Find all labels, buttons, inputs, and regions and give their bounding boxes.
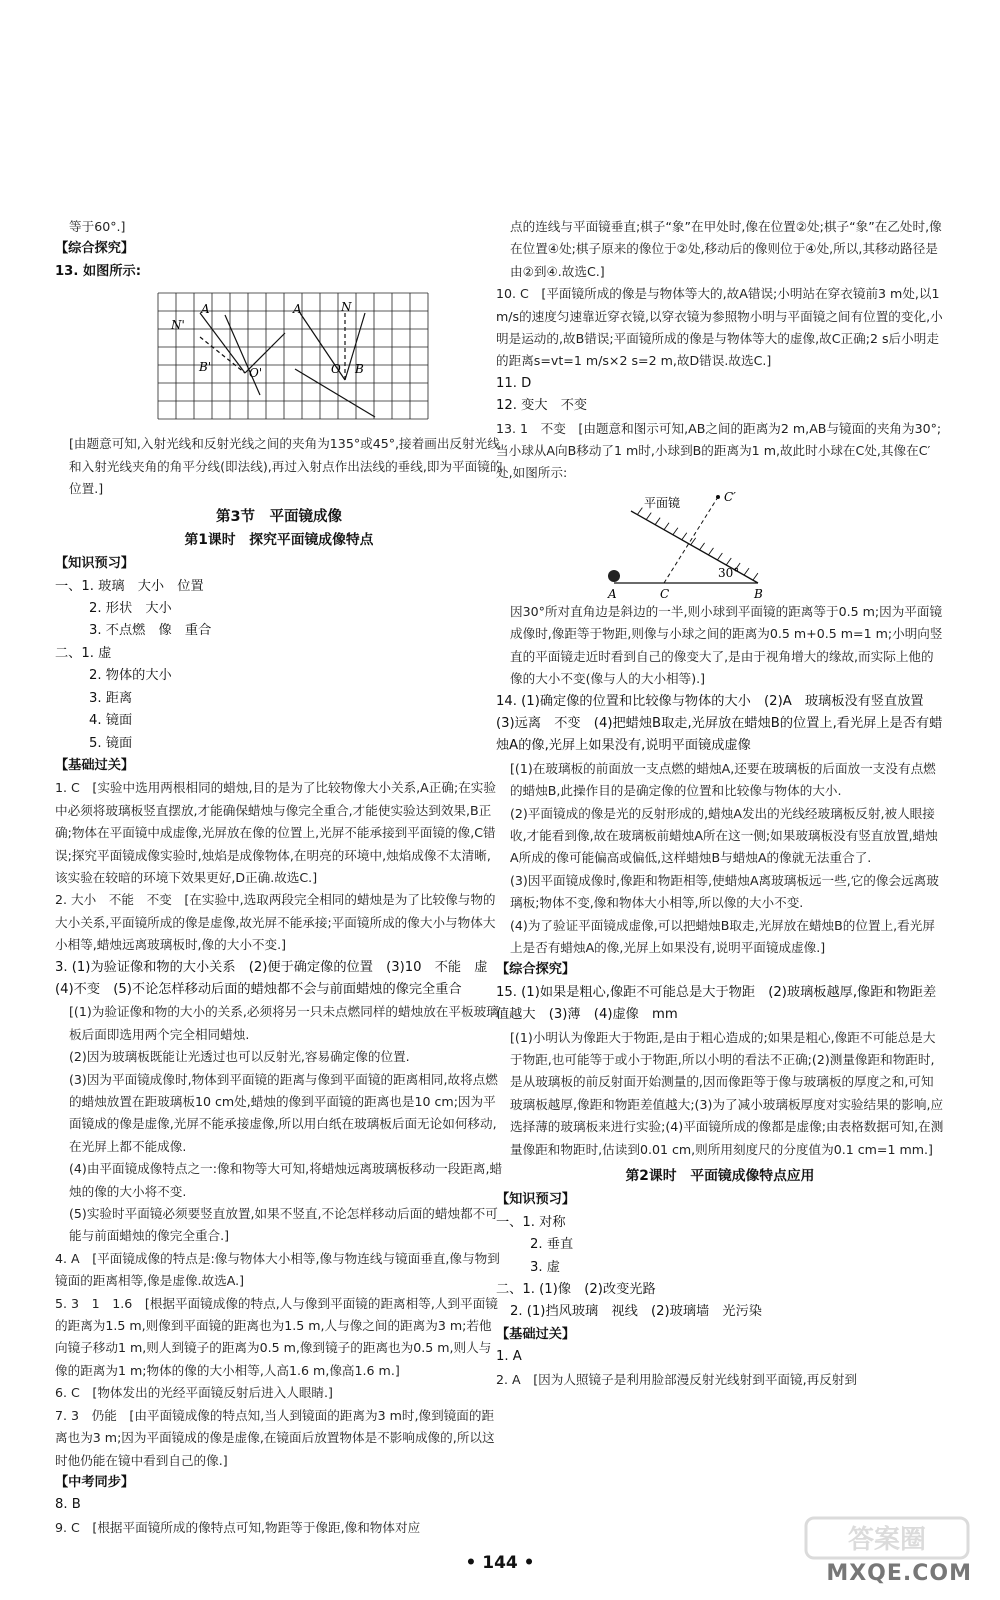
- answer-item: 10. C [平面镜所成的像是与物体等大的,故A错误;小明站在穿衣镜前3 m处,以1 m/s的速度匀速靠近穿衣镜,以穿衣镜为参照物小明与平面镜之间有位置的变化,小明是运动的,故B错误;平面镜所成的像是与物体等大的虚像,故C正确;2 s后小明走的距离s=vt=1 m/s×2 s=2 m,故D错误.故选C.]: [496, 286, 943, 369]
- section-title: 第3节 平面镜成像: [215, 509, 343, 526]
- hatch-mark: [655, 518, 660, 525]
- answer-item: 3. 不点燃 像 重合: [89, 623, 212, 639]
- explanation: [(1)在玻璃板的前面放一支点燃的蜡烛A,还要在玻璃板的后面放一支没有点燃的蜡烛B,此操作目的是确定像的位置和比较像与物体的大小.: [510, 760, 936, 799]
- mirror-figure: [496, 487, 944, 599]
- answer-item: 一、1. 对称: [496, 1214, 566, 1230]
- section-heading: 【中考同步】: [55, 1474, 135, 1490]
- explanation: [(1)小明认为像距大于物距,是由于粗心造成的;如果是粗心,像距不可能总是大于物距,也可能等于或小于物距,所以小明的看法不正确;(2)测量像距和物距时,是从玻璃板的前反射面开始测量的,因而像距等于像与玻璃板的厚度之和,可知玻璃板越厚,像距和物距差值越大;(3)为了减小玻璃板厚度对实验结果的影响,应选择薄的玻璃板来进行实验;(4)平面镜所成的像都是虚像;由表格数据可知,在测量像距和物距时,估读到0.01 cm,则所用刻度尺的分度值为0.1 cm=1 mm.]: [510, 1029, 944, 1157]
- label-o-prime: O': [249, 366, 263, 381]
- hatch-mark: [700, 543, 705, 550]
- mirror-hatching: [637, 507, 758, 580]
- section-heading: 【综合探究】: [496, 962, 576, 978]
- hatch-mark: [673, 528, 678, 535]
- label-b: B: [754, 586, 763, 599]
- section-heading: 【基础过关】: [496, 1326, 576, 1342]
- explanation: [(1)为验证像和物的大小的关系,必须将另一只未点燃同样的蜡烛放在平板玻璃板后面即选用两个完全相同蜡烛.: [69, 1004, 499, 1042]
- answer-item: 5. 镜面: [89, 735, 133, 751]
- answer-item: 8. B: [55, 1497, 81, 1513]
- label-n: N: [341, 300, 352, 315]
- left-column: [55, 216, 503, 1539]
- answer-item: 3. (1)为验证像和物的大小关系 (2)便于确定像的位置 (3)10 不能 虚 (4)不变 (5)不论怎样移动后面的蜡烛都不会与前面蜡烛的像完全重合: [55, 959, 501, 997]
- explanation: (3)因平面镜成像时,像距和物距相等,使蜡烛A离玻璃板远一些,它的像会远离玻璃板;物体不变,像和物体大小相等,所以像的大小不变.: [510, 872, 939, 911]
- answer-item: 13. 如图所示:: [55, 263, 141, 279]
- watermark-brand: 答案圈: [847, 1525, 927, 1555]
- hatch-mark: [682, 533, 687, 540]
- answer-item: 4. 镜面: [89, 713, 133, 729]
- answer-item: 6. C [物体发出的光经平面镜反射后进入人眼睛.]: [55, 1385, 333, 1401]
- explanation: 因30°所对直角边是斜边的一半,则小球到平面镜的距离等于0.5 m;因为平面镜成像时,像距等于物距,则像与小球之间的距离为0.5 m+0.5 m=1 m;小明向竖直的平面镜走近时看到自己的像变大了,是由于视角增大的缘故,而实际上他的像的大小不变(像与人的大小相等).]: [510, 603, 943, 687]
- mirror-label: 平面镜: [644, 495, 681, 510]
- label-b: B: [355, 362, 364, 377]
- answer-item: 2. A [因为人照镜子是利用脸部漫反射光线射到平面镜,再反射到: [496, 1371, 857, 1387]
- answer-item: 2. 垂直: [530, 1237, 574, 1253]
- page-number: • 144 •: [465, 1553, 535, 1573]
- lesson-title: 第2课时 平面镜成像特点应用: [625, 1168, 815, 1185]
- answer-item: 11. D: [496, 375, 532, 391]
- answer-item: 5. 3 1 1.6 [根据平面镜成像的特点,人与像到平面镜的距离相等,人到平面镜的距离为1.5 m,则像到平面镜的距离也为1.5 m,人与像之间的距离为3 m;若他向镜子移动1 m,则人到镜子的距离为0.5 m,像到镜子的距离也为0.5 m,则人与像的距离为1 m;物体的像的大小相等,人高1.6 m,像高1.6 m.]: [55, 1295, 498, 1378]
- section-heading: 【综合探究】: [55, 241, 135, 257]
- hatch-mark: [717, 553, 722, 560]
- explanation: (5)实验时平面镜必须要竖直放置,如果不竖直,不论怎样移动后面的蜡烛都不可能与前面蜡烛的像完全重合.]: [69, 1206, 498, 1244]
- angle-label: 30°: [718, 565, 740, 580]
- answer-item: 2. 形状 大小: [89, 601, 172, 617]
- explanation: (2)因为玻璃板既能让光透过也可以反射光,容易确定像的位置.: [69, 1049, 410, 1065]
- answer-item: 12. 变大 不变: [496, 398, 588, 414]
- answer-item: 7. 3 仍能 [由平面镜成像的特点知,当人到镜面的距离为3 m时,像到镜面的距离也为3 m;因为平面镜成的像是虚像,在镜面后放置物体是不影响成像的,所以这时他仍能在镜中看到自己的像.]: [55, 1407, 495, 1468]
- grid-figure: [55, 285, 503, 431]
- label-a1: A: [201, 302, 210, 317]
- label-n-prime: N': [171, 318, 185, 333]
- answer-item: 二、1. 虚: [55, 645, 112, 661]
- answer-item: 1. C [实验中选用两根相同的蜡烛,目的是为了比较物像大小关系,A正确;在实验中必须将玻璃板竖直摆放,才能确保蜡烛与像完全重合,才能使实验达到效果,B正确;物体在平面镜中成虚像,光屏放在像的位置上,光屏不能承接到平面镜的像,C错误;探究平面镜成像实验时,烛焰是成像物体,在明亮的环境中,烛焰成像不太清晰,该实验在较暗的环境下效果更好,D正确.故选C.]: [55, 780, 496, 885]
- answer-item: 2. 物体的大小: [89, 668, 172, 684]
- hatch-mark: [646, 513, 651, 520]
- hatch-mark: [664, 523, 669, 530]
- answer-item: 14. (1)确定像的位置和比较像与物体的大小 (2)A 玻璃板没有竖直放置 (3)远离 不变 (4)把蜡烛B取走,光屏放在蜡烛B的位置上,看光屏上是否有蜡烛A的像,光屏上如果没有,说明平面镜成虚像: [496, 693, 943, 754]
- answer-item: 2. (1)挡风玻璃 视线 (2)玻璃墙 光污染: [510, 1304, 762, 1320]
- answer-item: 13. 1 不变 [由题意和图示可知,AB之间的距离为2 m,AB与镜面的夹角为30°;当小球从A向B移动了1 m时,小球到B的距离为1 m,故此时小球在C处,其像在C′处,如图所示:: [496, 420, 942, 481]
- hatch-mark: [726, 558, 731, 565]
- reflection-grid-diagram: [55, 285, 503, 431]
- answer-item: 二、1. (1)像 (2)改变光路: [496, 1282, 656, 1298]
- watermark-site: MXQE.COM: [826, 1561, 972, 1586]
- mirror-diagram: [496, 487, 944, 599]
- section-heading: 【知识预习】: [496, 1192, 576, 1208]
- hatch-mark: [708, 548, 713, 555]
- answer-item: 3. 距离: [89, 690, 133, 706]
- label-b-prime: B': [199, 360, 212, 375]
- label-a: A: [608, 586, 617, 599]
- answer-item: 4. A [平面镜成像的特点是:像与物体大小相等,像与物连线与镜面垂直,像与物到镜面的距离相等,像是虚像.故选A.]: [55, 1250, 500, 1289]
- right-column: [496, 216, 944, 1391]
- explanation: (2)平面镜成的像是光的反射形成的,蜡烛A发出的光线经玻璃板反射,被人眼接收,才能看到像,故在玻璃板前蜡烛A所在这一侧;如果玻璃板没有竖直放置,蜡烛A所成的像可能偏高或偏低,这样蜡烛B与蜡烛A的像就无法重合了.: [510, 805, 938, 866]
- label-c: C: [660, 586, 670, 599]
- answer-item: 15. (1)如果是粗心,像距不可能总是大于物距 (2)玻璃板越厚,像距和物距差值越大 (3)薄 (4)虚像 mm: [496, 984, 937, 1023]
- section-heading: 【知识预习】: [55, 556, 135, 572]
- explanation: (3)因为平面镜成像时,物体到平面镜的距离与像到平面镜的距离相同,故将点燃的蜡烛放置在距玻璃板10 cm处,蜡烛的像到平面镜的距离也是10 cm;因为平面镜成的像是虚像,光屏不能承接虚像,所以用白纸在玻璃板后面无论如何移动,在光屏上都不能成像.: [69, 1071, 498, 1154]
- label-o: O: [331, 362, 341, 377]
- hatch-mark: [753, 573, 758, 580]
- explanation: (4)由平面镜成像特点之一:像和物等大可知,将蜡烛远离玻璃板移动一段距离,蜡烛的像的大小将不变.: [69, 1161, 503, 1199]
- explanation: (4)为了验证平面镜成虚像,可以把蜡烛B取走,光屏放在蜡烛B的位置上,看光屏上是否有蜡烛A的像,光屏上如果没有,说明平面镜成虚像.]: [510, 917, 935, 955]
- hatch-mark: [744, 568, 749, 575]
- answer-item: 一、1. 玻璃 大小 位置: [55, 578, 204, 594]
- answer-item: 3. 虚: [530, 1259, 560, 1275]
- answer-item: 9. C [根据平面镜所成的像特点可知,物距等于像距,像和物体对应: [55, 1519, 421, 1535]
- label-a2: A: [293, 302, 302, 317]
- answer-item: 2. 大小 不能 不变 [在实验中,选取两段完全相同的蜡烛是为了比较像与物的大小关系,平面镜所成的像是虚像,故光屏不能承接;平面镜所成的像大小与物体大小相等,蜡烛远离玻璃板时,像的大小不变.]: [55, 892, 496, 953]
- image-point: [716, 495, 720, 499]
- hatch-mark: [637, 507, 642, 514]
- ball: [608, 570, 620, 582]
- answer-item: 1. A: [496, 1349, 522, 1365]
- label-c-prime: C′: [724, 489, 736, 504]
- lesson-title: 第1课时 探究平面镜成像特点: [184, 531, 374, 548]
- section-heading: 【基础过关】: [55, 757, 135, 773]
- explanation: [由题意可知,入射光线和反射光线之间的夹角为135°或45°,接着画出反射光线和入射光线夹角的角平分线(即法线),再过入射点作出法线的垂线,即为平面镜的位置.]: [69, 436, 503, 497]
- explanation: 点的连线与平面镜垂直;棋子“象”在甲处时,像在位置②处;棋子“象”在乙处时,像在位置④处;棋子原来的像位于②处,移动后的像则位于④处,所以,其移动路径是由②到④.故选C.]: [510, 219, 942, 279]
- text-line: 等于60°.]: [69, 219, 126, 234]
